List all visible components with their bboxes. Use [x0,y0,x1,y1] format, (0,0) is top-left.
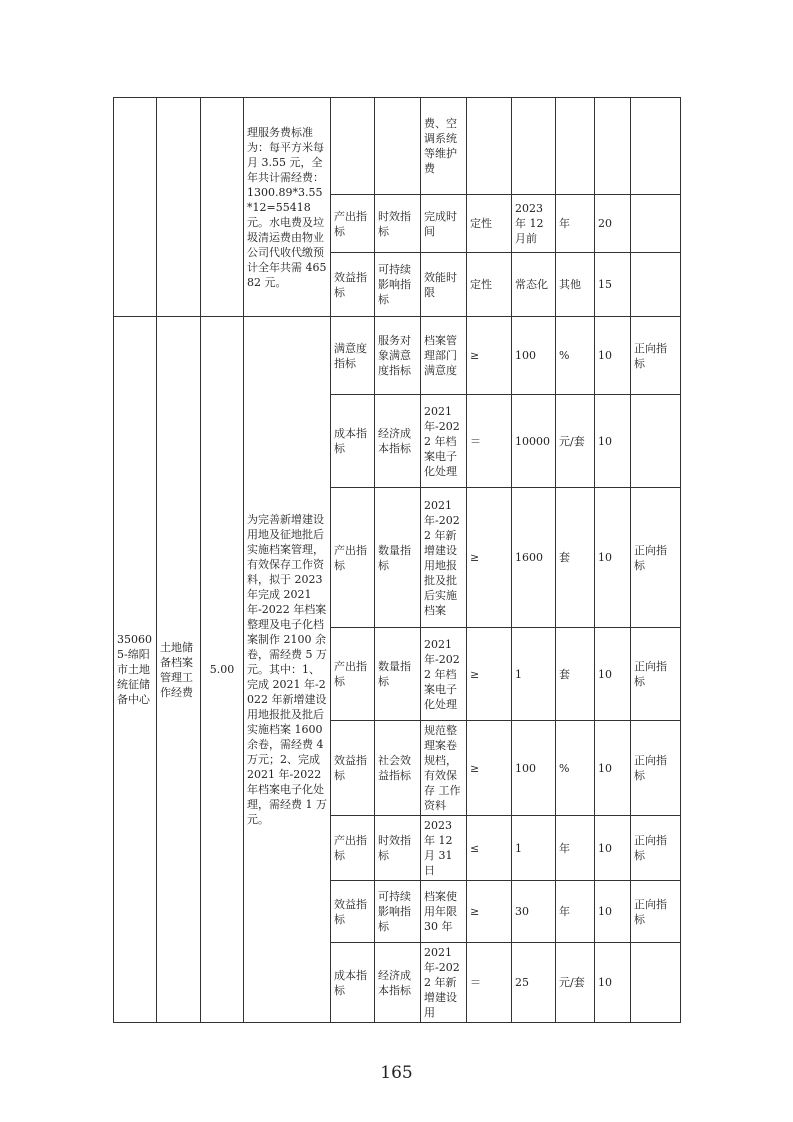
indicator-direction: 正向指标 [631,488,681,628]
indicator-operator: ＝ [467,395,512,488]
unit-cell [114,98,157,317]
indicator-unit: 元/套 [556,943,595,1023]
indicator-score: 15 [595,253,631,317]
indicator-unit: 套 [556,628,595,721]
level2-indicator: 可持续影响指标 [375,881,421,943]
level1-indicator: 效益指标 [331,721,375,816]
indicator-unit: 其他 [556,253,595,317]
level1-indicator: 成本指标 [331,395,375,488]
indicator-operator: ≥ [467,881,512,943]
level2-indicator [375,98,421,195]
level2-indicator: 数量指标 [375,488,421,628]
indicator-name: 规范整理案卷规档，有效保存 工作资料 [421,721,467,816]
project-name-cell: 土地储备档案管理工作经费 [157,317,201,1023]
indicator-name: 完成时间 [421,195,467,253]
indicator-name: 2023 年 12 月 31 日 [421,816,467,881]
indicator-value: 100 [512,721,556,816]
indicator-direction [631,395,681,488]
level2-indicator: 数量指标 [375,628,421,721]
indicator-name: 2021 年-2022 年档案电子化处理 [421,628,467,721]
level1-indicator: 满意度指标 [331,317,375,395]
indicator-value: 25 [512,943,556,1023]
indicator-name: 2021 年-2022 年新增建设用地报批及批后实施档案 [421,488,467,628]
indicator-score: 10 [595,395,631,488]
unit-cell: 350605-绵阳市土地统征储备中心 [114,317,157,1023]
indicator-name: 档案管理部门满意度 [421,317,467,395]
indicator-operator: ≤ [467,816,512,881]
amount-cell: 5.00 [201,317,244,1023]
level2-indicator: 社会效益指标 [375,721,421,816]
indicator-unit: % [556,317,595,395]
level2-indicator: 时效指标 [375,195,421,253]
indicator-operator: 定性 [467,195,512,253]
indicator-operator: ＝ [467,943,512,1023]
indicator-direction [631,195,681,253]
level1-indicator: 产出指标 [331,816,375,881]
indicator-unit: 套 [556,488,595,628]
indicator-direction: 正向指标 [631,816,681,881]
indicator-value: 常态化 [512,253,556,317]
indicator-value: 1 [512,816,556,881]
indicator-score: 10 [595,943,631,1023]
level2-indicator: 时效指标 [375,816,421,881]
indicator-direction [631,943,681,1023]
indicator-operator: ≥ [467,628,512,721]
indicator-direction [631,253,681,317]
indicator-operator [467,98,512,195]
level1-indicator: 产出指标 [331,488,375,628]
indicator-operator: 定性 [467,253,512,317]
indicator-name: 2021 年-2022 年档案电子化处理 [421,395,467,488]
indicator-name: 2021 年-2022 年新增建设用 [421,943,467,1023]
table-row [114,317,681,395]
level1-indicator: 效益指标 [331,253,375,317]
level1-indicator: 产出指标 [331,195,375,253]
level1-indicator: 产出指标 [331,628,375,721]
indicator-name: 费、空调系统等维护费 [421,98,467,195]
indicator-operator: ≥ [467,317,512,395]
indicator-score: 20 [595,195,631,253]
indicator-name: 效能时限 [421,253,467,317]
indicator-value: 10000 [512,395,556,488]
indicator-direction: 正向指标 [631,628,681,721]
indicator-unit: 年 [556,881,595,943]
performance-table [113,97,681,1023]
indicator-score: 10 [595,721,631,816]
indicator-direction: 正向指标 [631,317,681,395]
indicator-score: 10 [595,488,631,628]
indicator-unit: % [556,721,595,816]
indicator-name: 档案使用年限 30 年 [421,881,467,943]
indicator-direction: 正向指标 [631,881,681,943]
level1-indicator: 成本指标 [331,943,375,1023]
indicator-value: 100 [512,317,556,395]
indicator-unit: 年 [556,195,595,253]
project-description: 理服务费标准为：每平方米每月 3.55 元，全年共计需经费：1300.89*3.55*12=55418 元。水电费及垃圾清运费由物业公司代收代缴预计全年共需 46582 元。 [244,98,331,317]
indicator-score: 10 [595,816,631,881]
page-number: 165 [380,1063,413,1083]
indicator-direction [631,98,681,195]
table-row [114,98,681,195]
project-description: 为完善新增建设用地及征地批后实施档案管理，有效保存工作资料，拟于 2023 年完成 2021 年-2022 年档案整理及电子化档案制作 2100 余卷，需经费 5 万元。其中：1、完成 2021 年-2022 年新增建设用地报批及批后实施档案 1600 余卷，需经费 4 万元；2、完成 2021 年-2022 年档案电子化处理，需经费 1 万元。 [244,317,331,1023]
indicator-operator: ≥ [467,488,512,628]
indicator-unit [556,98,595,195]
level2-indicator: 服务对象满意度指标 [375,317,421,395]
indicator-value: 1600 [512,488,556,628]
indicator-value: 1 [512,628,556,721]
amount-cell [201,98,244,317]
indicator-unit: 年 [556,816,595,881]
indicator-direction: 正向指标 [631,721,681,816]
indicator-value [512,98,556,195]
level1-indicator: 效益指标 [331,881,375,943]
indicator-score: 10 [595,628,631,721]
level2-indicator: 经济成本指标 [375,395,421,488]
level1-indicator [331,98,375,195]
indicator-score [595,98,631,195]
indicator-value: 30 [512,881,556,943]
level2-indicator: 经济成本指标 [375,943,421,1023]
indicator-score: 10 [595,881,631,943]
indicator-value: 2023 年 12 月前 [512,195,556,253]
indicator-operator: ≥ [467,721,512,816]
project-name-cell [157,98,201,317]
level2-indicator: 可持续影响指标 [375,253,421,317]
indicator-unit: 元/套 [556,395,595,488]
indicator-score: 10 [595,317,631,395]
